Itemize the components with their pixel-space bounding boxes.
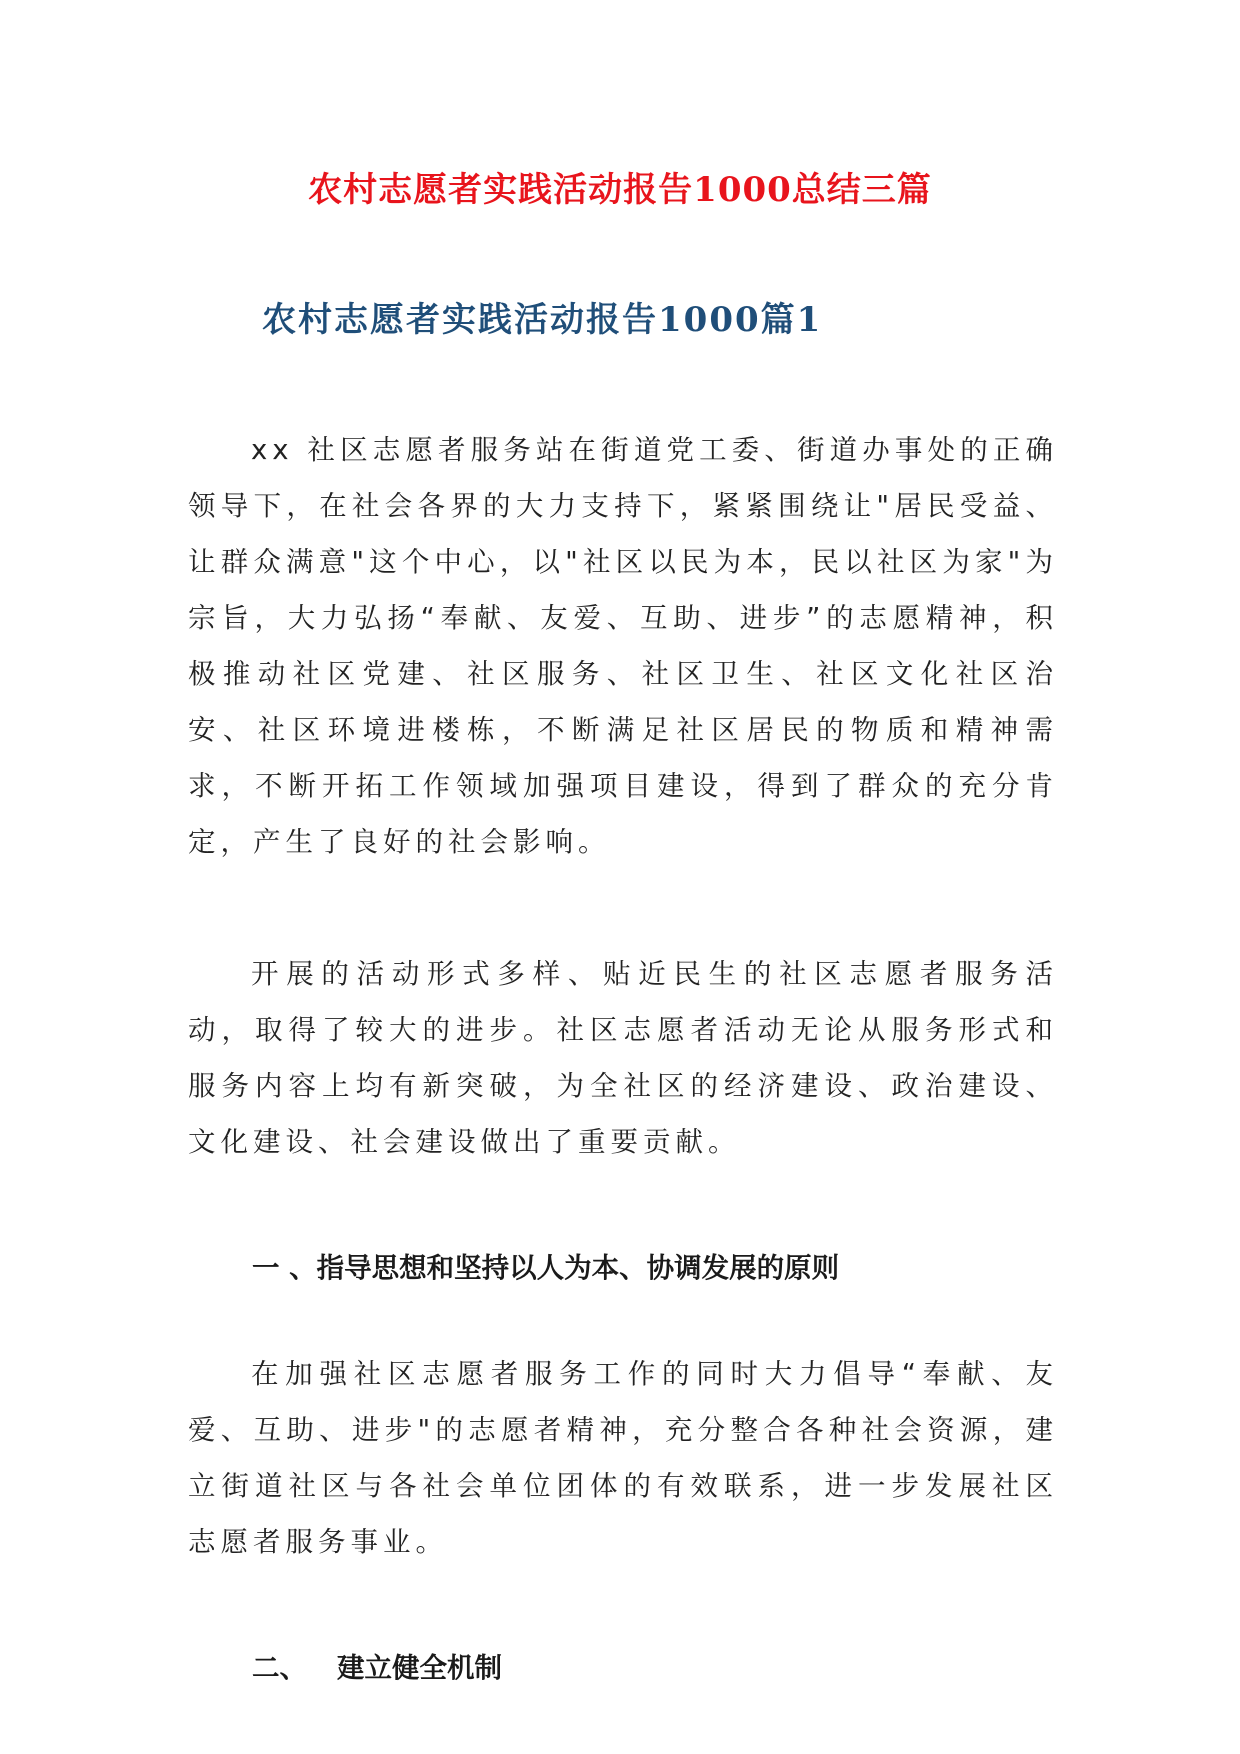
section-heading-mechanism [252, 1648, 502, 1688]
paragraph-activities: 开展的活动形式多样、贴近民生的社区志愿者服务活动，取得了较大的进步。社区志愿者活动无论从服务形式和服务内容上均有新突破，为全社区的经济建设、政治建设、文化建设、社会建设做出了重要贡献。 [188, 958, 1058, 1158]
paragraph-intro: xx 社区志愿者服务站在街道党工委、街道办事处的正确领导下，在社会各界的大力支持下，紧紧围绕让"居民受益、让群众满意"这个中心，以"社区以民为本，民以社区为家"为宗旨，大力弘扬“奉献、友爱、互助、进步”的志愿精神，积极推动社区党建、社区服务、社区卫生、社区文化社区治安、社区环境进楼栋，不断满足社区居民的物质和精神需求，不断开拓工作领域加强项目建设，得到了群众的充分肯定，产生了良好的社会影响。 [188, 434, 1058, 858]
paragraph-volunteer-spirit: 在加强社区志愿者服务工作的同时大力倡导“奉献、友爱、互助、进步"的志愿者精神，充分整合各种社会资源，建立街道社区与各社会单位团体的有效联系，进一步发展社区志愿者服务事业。 [188, 1358, 1058, 1558]
document-title: 农村志愿者实践活动报告1000总结三篇 [308, 170, 932, 210]
document-subtitle: 农村志愿者实践活动报告1000篇1 [262, 300, 823, 340]
section-heading-guiding-principles: 一 、指导思想和坚持以人为本、协调发展的原则 [252, 1252, 840, 1284]
section-number: 二、 [252, 1652, 307, 1684]
section-heading-text: 建立健全机制 [337, 1652, 502, 1684]
